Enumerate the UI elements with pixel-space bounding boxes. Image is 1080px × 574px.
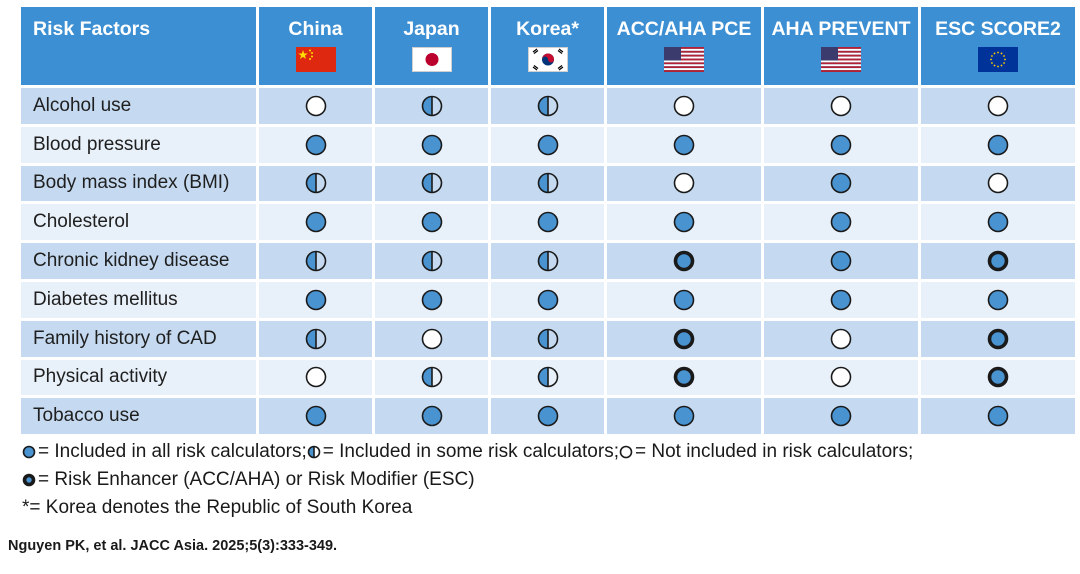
included-all-icon: [537, 211, 559, 233]
mark-cell: [921, 321, 1075, 357]
mark-cell: [375, 321, 488, 357]
included-all-icon: [537, 134, 559, 156]
eu-flag-icon: [978, 47, 1018, 72]
legend-some-text: = Included in some risk calculators;: [322, 441, 619, 462]
mark-cell: [375, 166, 488, 202]
included-all-icon: [305, 405, 327, 427]
table-row: [21, 321, 1075, 357]
column-header-label: ACC/AHA PCE: [616, 18, 752, 40]
mark-cell: [607, 243, 761, 279]
table-row: [21, 398, 1075, 434]
mark-cell: [491, 204, 604, 240]
risk-factor-label: Tobacco use: [21, 398, 256, 434]
column-header-label: ESC SCORE2: [935, 18, 1061, 40]
korea-flag-icon: [528, 47, 568, 72]
mark-cell: [259, 243, 372, 279]
risk-enhancer-icon: [673, 328, 695, 350]
usa-flag-icon: [821, 47, 861, 72]
column-header-label: Korea*: [516, 18, 579, 40]
mark-cell: [259, 282, 372, 318]
mark-cell: [375, 243, 488, 279]
mark-cell: [375, 360, 488, 396]
mark-cell: [764, 360, 918, 396]
mark-cell: [921, 88, 1075, 124]
mark-cell: [607, 88, 761, 124]
included-some-icon: [537, 95, 559, 117]
mark-cell: [764, 321, 918, 357]
included-some-icon: [537, 172, 559, 194]
mark-cell: [491, 88, 604, 124]
table-row: [21, 360, 1075, 396]
column-header-1: [375, 7, 488, 85]
mark-cell: [375, 127, 488, 163]
mark-cell: [259, 360, 372, 396]
mark-cell: [764, 243, 918, 279]
not-included-icon: [673, 95, 695, 117]
mark-cell: [607, 204, 761, 240]
included-all-icon: [305, 289, 327, 311]
risk-factor-label: Cholesterol: [21, 204, 256, 240]
mark-cell: [259, 204, 372, 240]
included-all-icon: [421, 289, 443, 311]
risk-enhancer-icon: [673, 250, 695, 272]
mark-cell: [607, 166, 761, 202]
included-some-icon: [537, 366, 559, 388]
mark-cell: [491, 166, 604, 202]
table-row: [21, 88, 1075, 124]
mark-cell: [491, 243, 604, 279]
table-body: [21, 88, 1075, 434]
table-row: [21, 243, 1075, 279]
column-header-label: China: [288, 18, 343, 40]
mark-cell: [921, 360, 1075, 396]
citation: Nguyen PK, et al. JACC Asia. 2025;5(3):333-349.: [8, 538, 338, 554]
mark-cell: [921, 127, 1075, 163]
included-all-icon: [830, 405, 852, 427]
mark-cell: [607, 127, 761, 163]
mark-cell: [607, 282, 761, 318]
mark-cell: [491, 360, 604, 396]
not-included-icon: [673, 172, 695, 194]
risk-factor-label: Body mass index (BMI): [21, 166, 256, 202]
legend-line-3: [22, 494, 913, 522]
included-some-icon: [537, 250, 559, 272]
mark-cell: [921, 166, 1075, 202]
mark-cell: [921, 282, 1075, 318]
included-all-icon: [421, 134, 443, 156]
not-included-icon: [421, 328, 443, 350]
risk-factor-label: Diabetes mellitus: [21, 282, 256, 318]
usa-flag-icon: [664, 47, 704, 72]
japan-flag-icon: [412, 47, 452, 72]
included-all-icon: [421, 211, 443, 233]
mark-cell: [607, 321, 761, 357]
mark-cell: [921, 398, 1075, 434]
mark-cell: [921, 243, 1075, 279]
column-header-label: AHA PREVENT: [771, 18, 911, 40]
included-all-icon: [987, 289, 1009, 311]
included-all-icon: [673, 405, 695, 427]
legend-all-text: = Included in all risk calculators;: [38, 441, 307, 462]
risk-factor-table: [18, 4, 1078, 437]
included-all-icon: [987, 405, 1009, 427]
not-included-icon: [987, 95, 1009, 117]
included-all-icon: [673, 211, 695, 233]
mark-cell: [491, 321, 604, 357]
included-some-icon: [421, 95, 443, 117]
included-all-icon: [830, 134, 852, 156]
included-all-icon: [987, 134, 1009, 156]
risk-factor-label: Chronic kidney disease: [21, 243, 256, 279]
included-some-icon: [305, 172, 327, 194]
included-all-icon: [830, 250, 852, 272]
mark-cell: [375, 88, 488, 124]
legend-line-1: [22, 438, 913, 466]
column-header-5: [921, 7, 1075, 85]
risk-enhancer-icon: [987, 328, 1009, 350]
risk-factor-label: Blood pressure: [21, 127, 256, 163]
table-row: [21, 127, 1075, 163]
legend-note-text: *= Korea denotes the Republic of South Korea: [22, 497, 413, 518]
legend-line-2: [22, 466, 913, 494]
mark-cell: [259, 321, 372, 357]
mark-cell: [375, 398, 488, 434]
included-all-icon: [830, 172, 852, 194]
risk-factor-label: Physical activity: [21, 360, 256, 396]
mark-cell: [607, 360, 761, 396]
included-all-icon: [673, 289, 695, 311]
included-some-icon: [421, 250, 443, 272]
not-included-icon: [305, 95, 327, 117]
risk-enhancer-icon: [22, 473, 36, 487]
mark-cell: [491, 398, 604, 434]
mark-cell: [764, 88, 918, 124]
column-header-3: [607, 7, 761, 85]
table-header-row: [21, 7, 1075, 85]
mark-cell: [607, 398, 761, 434]
china-flag-icon: [296, 47, 336, 72]
included-all-icon: [22, 445, 36, 459]
mark-cell: [259, 166, 372, 202]
column-header-4: [764, 7, 918, 85]
risk-enhancer-icon: [673, 366, 695, 388]
included-all-icon: [421, 405, 443, 427]
not-included-icon: [987, 172, 1009, 194]
not-included-icon: [830, 328, 852, 350]
included-all-icon: [673, 134, 695, 156]
not-included-icon: [305, 366, 327, 388]
mark-cell: [259, 127, 372, 163]
risk-enhancer-icon: [987, 250, 1009, 272]
included-some-icon: [307, 445, 321, 459]
mark-cell: [764, 398, 918, 434]
mark-cell: [764, 282, 918, 318]
column-header-0: [259, 7, 372, 85]
included-all-icon: [305, 134, 327, 156]
mark-cell: [491, 127, 604, 163]
mark-cell: [764, 127, 918, 163]
legend: [22, 438, 913, 522]
included-all-icon: [305, 211, 327, 233]
table-row: [21, 166, 1075, 202]
column-header-2: [491, 7, 604, 85]
risk-factors-header: Risk Factors: [21, 7, 256, 85]
mark-cell: [259, 398, 372, 434]
included-some-icon: [305, 328, 327, 350]
included-all-icon: [537, 289, 559, 311]
mark-cell: [764, 204, 918, 240]
legend-enhancer-text: = Risk Enhancer (ACC/AHA) or Risk Modifier (ESC): [38, 469, 475, 490]
not-included-icon: [830, 366, 852, 388]
included-all-icon: [830, 289, 852, 311]
included-all-icon: [830, 211, 852, 233]
not-included-icon: [830, 95, 852, 117]
mark-cell: [375, 204, 488, 240]
mark-cell: [375, 282, 488, 318]
mark-cell: [259, 88, 372, 124]
risk-enhancer-icon: [987, 366, 1009, 388]
table-row: [21, 204, 1075, 240]
mark-cell: [491, 282, 604, 318]
not-included-icon: [619, 445, 633, 459]
included-some-icon: [421, 172, 443, 194]
mark-cell: [764, 166, 918, 202]
risk-factor-label: Family history of CAD: [21, 321, 256, 357]
risk-factor-label: Alcohol use: [21, 88, 256, 124]
mark-cell: [921, 204, 1075, 240]
legend-not-text: = Not included in risk calculators;: [634, 441, 914, 462]
table-row: [21, 282, 1075, 318]
included-some-icon: [421, 366, 443, 388]
included-some-icon: [305, 250, 327, 272]
column-header-label: Japan: [403, 18, 460, 40]
included-some-icon: [537, 328, 559, 350]
included-all-icon: [987, 211, 1009, 233]
included-all-icon: [537, 405, 559, 427]
